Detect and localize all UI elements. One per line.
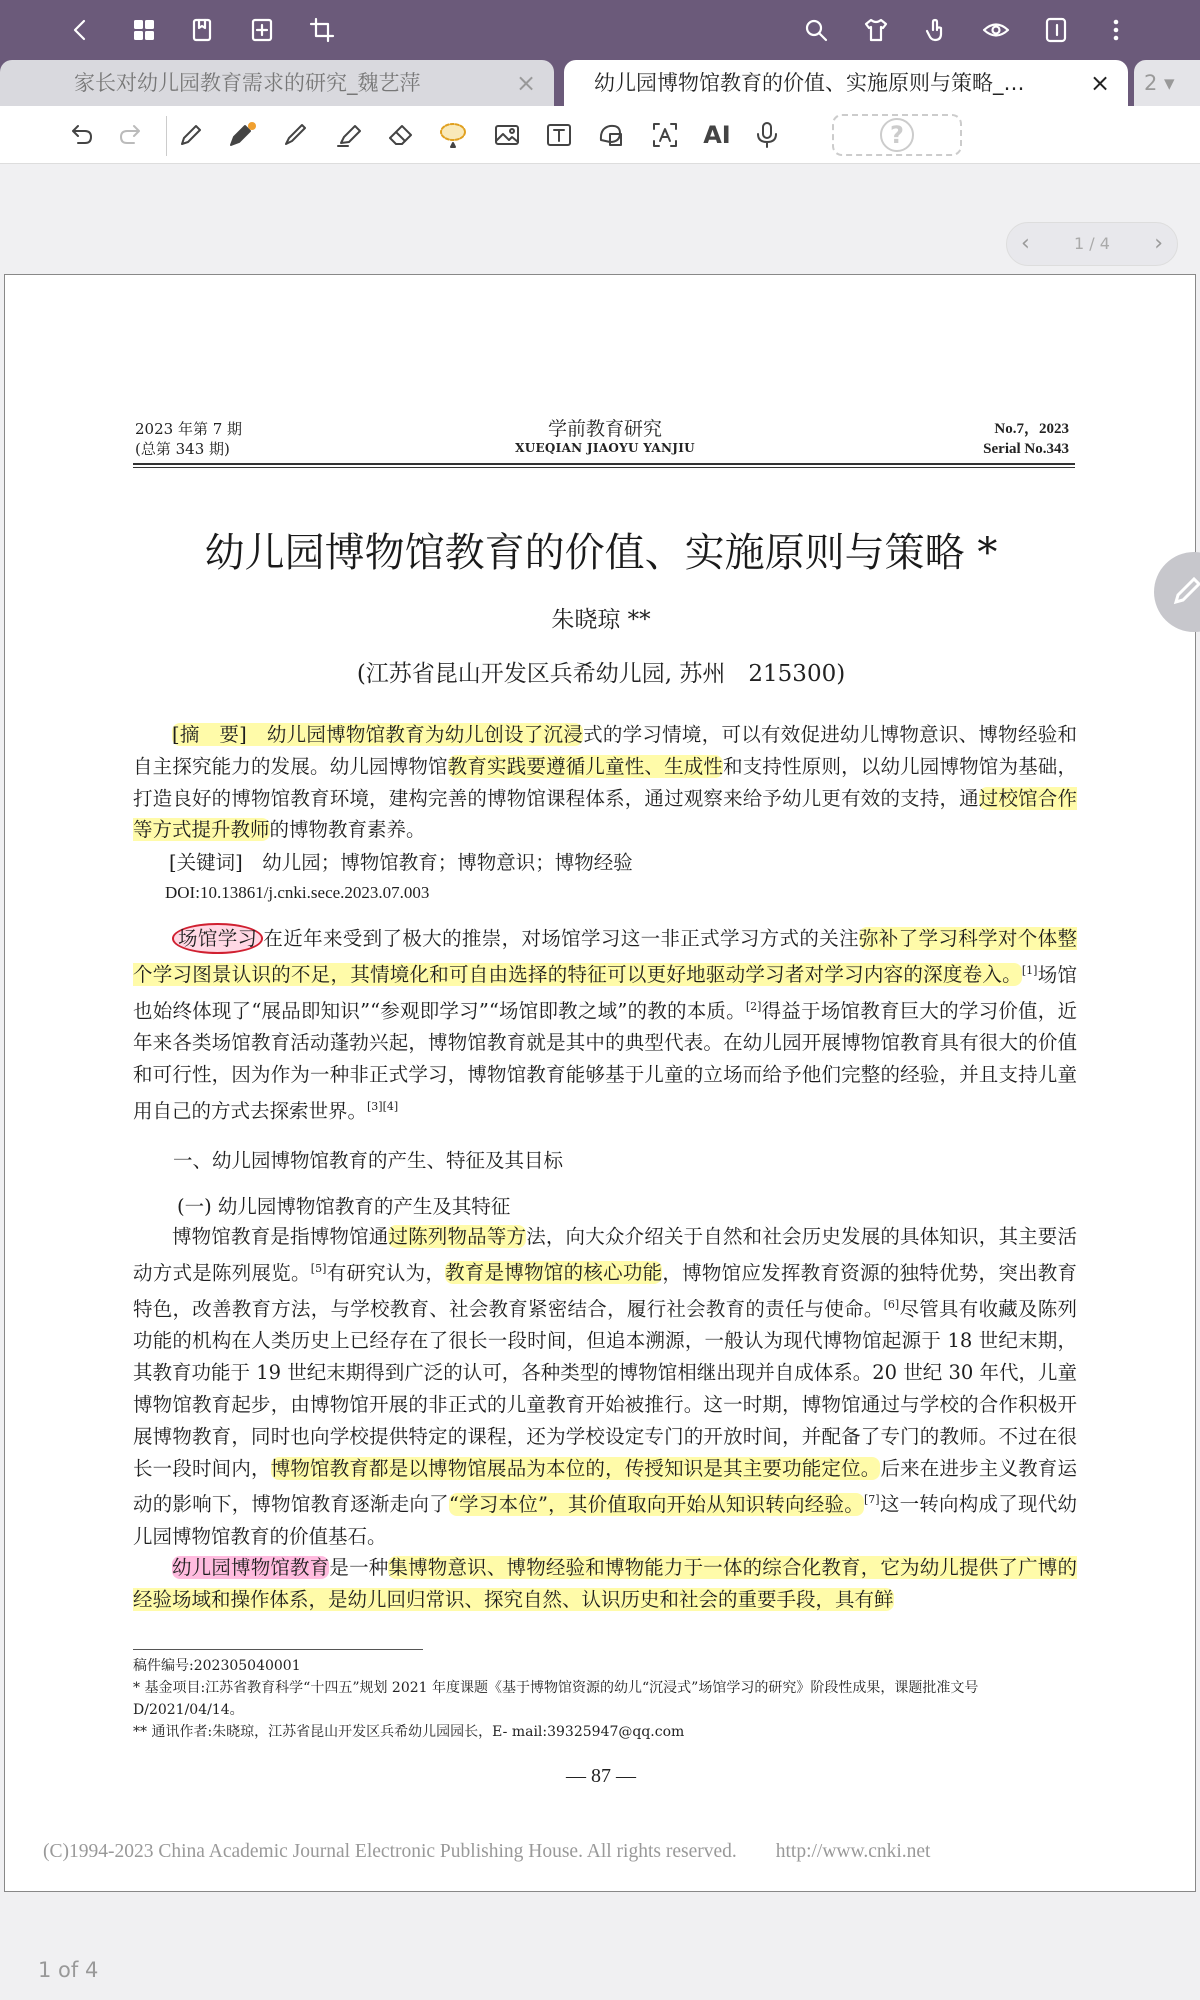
body-text: 尽管具有收藏及陈列功能的机构在人类历史上已经存在了很长一段时间，但追本溯源，一般认为现代博物馆起源于 18 世纪末期，其教育功能于 19 世纪末期得到广泛的认可，各种类型的博物馆相继出现并自成体系。20 世纪 30 年代，儿童博物馆教育起步，由博物馆开展的非正式的儿童教育开始被推行。这一时期，博物馆通过与学校的合作积极开展博物教育，同时也向学校提供特定的课程，还为学校设定专门的开放时间，并配备了专门的教师。不过在很长一段时间内， xyxy=(133,1297,1077,1480)
page-layout-icon[interactable] xyxy=(1038,12,1074,48)
page-indicator xyxy=(1006,222,1178,266)
annotation-toolbar xyxy=(0,106,1200,164)
article-title: 幼儿园博物馆教育的价值、实施原则与策略 * xyxy=(204,530,998,576)
theme-shirt-icon[interactable] xyxy=(858,12,894,48)
journal-name-en: XUEQIAN JIAOYU YANJIU xyxy=(515,441,695,455)
tab-title: 幼儿园博物馆教育的价值、实施原则与策略_… xyxy=(594,71,1025,95)
abstract-text: 式的学习情境，可以有效促进幼儿博物意识、博物经验和自主探究能力的发展。幼儿园博物馆 xyxy=(133,723,1077,778)
page-number: — 87 — xyxy=(566,1765,636,1787)
number-line: No.7，2023 xyxy=(994,421,1069,437)
abstract-paragraph xyxy=(133,719,1077,846)
body-text: 后来在进步主义教育运动的影响下，博物馆教育逐渐走向了 xyxy=(133,1456,1077,1516)
abstract-label: [摘 要] xyxy=(172,723,247,746)
journal-title xyxy=(385,417,825,455)
ocr-icon[interactable] xyxy=(646,116,684,154)
eraser-icon[interactable] xyxy=(382,116,420,154)
fountain-pen-icon[interactable] xyxy=(222,116,260,154)
abstract-text: 和支持性原则，以幼儿园博物馆为基础，打造良好的博物馆教育环境，建构完善的博物馆课程体系，通过观察来给予幼儿更有效的支持，通 xyxy=(133,754,1077,810)
intro-section xyxy=(133,923,1077,1127)
header-rule-thin xyxy=(133,467,1075,468)
app-top-bar xyxy=(0,0,1200,60)
issue-serial-line: (总第 343 期) xyxy=(135,440,230,458)
highlight-annotation[interactable]: 弥补了学习科学对个体整个学习图景认识的不足，其情境化和可自由选择的特征可以更好地驱动学习者对学习内容的深度卷入。 xyxy=(133,927,1077,987)
text-box-icon[interactable] xyxy=(540,116,578,154)
tab-title: 家长对幼儿园教育需求的研究_魏艺萍 xyxy=(74,71,421,95)
serial-line: Serial No.343 xyxy=(983,441,1069,457)
pen-icon[interactable] xyxy=(172,116,210,154)
undo-icon[interactable] xyxy=(62,116,100,154)
highlighter-icon[interactable] xyxy=(330,116,368,154)
ai-icon[interactable] xyxy=(698,116,736,154)
body-text: 是一种 xyxy=(329,1556,389,1580)
journal-number xyxy=(983,419,1069,459)
close-icon[interactable]: × xyxy=(1089,69,1111,97)
body-text: 法，向大众介绍关于自然和社会历史发展的具体知识，其主要活动方式是陈列展览。 xyxy=(133,1225,1077,1285)
lasso-icon[interactable] xyxy=(434,116,472,154)
brush-icon[interactable] xyxy=(276,116,314,154)
toolbar-help-slot[interactable] xyxy=(832,114,962,156)
tab-count-dropdown[interactable]: 2 ▾ xyxy=(1134,60,1200,106)
highlight-annotation[interactable]: 教育是博物馆的核心功能 xyxy=(445,1261,663,1285)
citation: [3][4] xyxy=(367,1099,399,1113)
crop-icon[interactable] xyxy=(304,12,340,48)
highlight-annotation[interactable] xyxy=(172,723,583,746)
redo-icon[interactable] xyxy=(112,116,150,154)
highlight-annotation[interactable]: 集博物意识、博物经验和博物能力于一体的综合化教育，它为幼儿提供了广博的经验场域和操作体系，是幼儿回归常识、探究自然、认识历史和社会的重要手段，具有鲜 xyxy=(133,1556,1077,1612)
citation: [2] xyxy=(745,1000,762,1014)
body-paragraph xyxy=(133,1221,1077,1552)
body-text: 在近年来受到了极大的推崇，对场馆学习这一非正式学习方式的关注 xyxy=(263,927,859,950)
copyright-watermark: (C)1994-2023 China Academic Journal Electronic Publishing House. All rights reserved. http://www.cnki.net xyxy=(43,1841,931,1862)
circle-annotation[interactable]: 场馆学习 xyxy=(172,923,263,954)
prev-page-icon[interactable]: ‹ xyxy=(1021,231,1030,256)
journal-issue xyxy=(135,419,242,459)
body-text: 有研究认为， xyxy=(326,1261,446,1285)
citation: [1] xyxy=(1021,963,1038,977)
footnote-funding: * 基金项目:江苏省教育科学“十四五”规划 2021 年度课题《基于博物馆资源的幼儿“沉浸式”场馆学习的研究》阶段性成果，课题批准文号 D/2021/04/14。 xyxy=(133,1680,979,1718)
close-icon[interactable]: × xyxy=(515,69,537,97)
highlight-annotation[interactable]: 过校馆合作等方式提升教师 xyxy=(133,786,1077,842)
tab-document-1[interactable] xyxy=(0,60,554,106)
article-author: 朱晓琼 ** xyxy=(551,607,651,633)
citation: [7] xyxy=(864,1493,880,1507)
document-page xyxy=(4,274,1196,1892)
body-paragraph xyxy=(133,923,1077,1127)
grid-view-icon[interactable] xyxy=(126,12,162,48)
highlight-annotation[interactable]: 过陈列物品等方 xyxy=(388,1225,527,1248)
header-rule xyxy=(133,463,1075,465)
image-icon[interactable] xyxy=(488,116,526,154)
document-tabs xyxy=(0,60,1200,106)
voice-icon[interactable] xyxy=(748,116,786,154)
section-heading: 一、幼儿园博物馆教育的产生、特征及其目标 xyxy=(173,1149,564,1172)
pencil-icon xyxy=(1170,574,1200,608)
page-indicator-text: 1 / 4 xyxy=(1074,234,1110,253)
back-icon[interactable] xyxy=(62,12,98,48)
more-options-icon[interactable] xyxy=(1098,12,1134,48)
citation: [6] xyxy=(883,1298,900,1312)
citation: [5] xyxy=(310,1261,327,1275)
page-count: 1 of 4 xyxy=(38,1958,99,1982)
subsection-heading: (一) 幼儿园博物馆教育的产生及其特征 xyxy=(177,1195,511,1218)
shape-icon[interactable] xyxy=(592,116,630,154)
footnote-manuscript-id: 稿件编号:202305040001 xyxy=(133,1658,301,1674)
search-icon[interactable] xyxy=(798,12,834,48)
footnote-rule xyxy=(133,1649,423,1650)
pink-highlight-annotation[interactable]: 幼儿园博物馆教育 xyxy=(172,1556,330,1580)
footnotes xyxy=(133,1655,1077,1743)
reading-mode-eye-icon[interactable] xyxy=(978,12,1014,48)
highlight-annotation[interactable]: 教育实践要遵循儿童性、生成性 xyxy=(447,754,724,778)
body-text: 得益于场馆教育巨大的学习价值，近年来各类场馆教育活动蓬勃兴起，博物馆教育就是其中的典型代表。在幼儿园开展博物馆教育具有很大的价值和可行性，因为作为一种非正式学习，博物馆教育能够基于儿童的立场而给予他们完整的经验，并且支持儿童用自己的方式去探索世界。 xyxy=(133,999,1077,1123)
highlight-annotation[interactable]: “学习本位”，其价值取向开始从知识转向经验。 xyxy=(448,1492,864,1516)
body-text: 博物馆教育是指博物馆通 xyxy=(172,1225,389,1248)
journal-name-cn: 学前教育研究 xyxy=(547,418,662,440)
article-affiliation: (江苏省昆山开发区兵希幼儿园, 苏州 215300) xyxy=(356,661,846,687)
toolbar-divider xyxy=(166,116,167,156)
body-text: 场馆也始终体现了“展品即知识”“参观即学习”“场馆即教之域”的教的本质。 xyxy=(133,963,1077,1023)
touch-mode-icon[interactable] xyxy=(918,12,954,48)
highlight-annotation[interactable]: 博物馆教育都是以博物馆展品为本位的，传授知识是其主要功能定位。 xyxy=(270,1456,881,1480)
body-paragraph xyxy=(133,1552,1077,1616)
doi: DOI:10.13861/j.cnki.sece.2023.07.003 xyxy=(165,883,430,902)
add-page-icon[interactable] xyxy=(244,12,280,48)
ai-label: AI xyxy=(703,121,731,149)
abstract-text: 的博物教育素养。 xyxy=(269,818,426,842)
body-text: 这一转向构成了现代幼儿园博物馆教育的价值基石。 xyxy=(133,1492,1077,1548)
next-page-icon[interactable]: › xyxy=(1154,231,1163,256)
body-text: ，博物馆应发挥教育资源的独特优势，突出教育特色，改善教育方法，与学校教育、社会教育紧密结合，履行社会教育的责任与使命。 xyxy=(133,1261,1077,1321)
highlighted-text: 幼儿园博物馆教育为幼儿创设了沉浸 xyxy=(266,723,584,746)
section-body xyxy=(133,1221,1077,1616)
bookmark-icon[interactable] xyxy=(184,12,220,48)
tab-document-2[interactable] xyxy=(564,60,1128,106)
issue-line: 2023 年第 7 期 xyxy=(135,420,243,438)
footnote-corresponding-author: ** 通讯作者:朱晓琼，江苏省昆山开发区兵希幼儿园园长，E- mail:39325947@qq.com xyxy=(133,1724,685,1740)
keywords: [关键词] 幼儿园；博物馆教育；博物意识；博物经验 xyxy=(169,851,633,874)
help-icon[interactable]: ? xyxy=(880,118,914,152)
abstract xyxy=(133,719,1077,846)
